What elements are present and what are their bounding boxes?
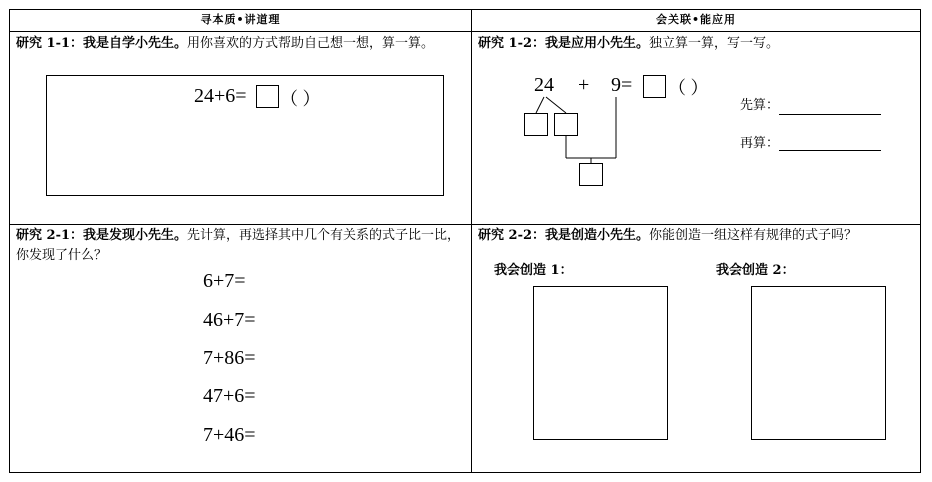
section-2-1-heading bbox=[16, 226, 470, 266]
create-1-label bbox=[494, 261, 573, 281]
header-right: 会关联•能应用 bbox=[655, 13, 737, 26]
create-2-label bbox=[716, 261, 795, 281]
create-2-label-text: 我会创造 2： bbox=[716, 263, 795, 278]
paren-1-2: （ ） bbox=[668, 78, 709, 98]
split-line-right bbox=[546, 97, 566, 113]
equation-row: 7+86= bbox=[203, 347, 256, 369]
first-step-blank[interactable] bbox=[779, 114, 881, 115]
section-2-2-text: 你能创造一组这样有规律的式子吗？ bbox=[649, 228, 858, 243]
split-line-left bbox=[536, 97, 544, 113]
section-2-2-title: 研究 2-2：我是创造小先生。 bbox=[478, 228, 650, 243]
create-box-2[interactable] bbox=[751, 286, 886, 440]
addend-9: 9= bbox=[611, 74, 633, 96]
equation-row: 47+6= bbox=[203, 385, 256, 407]
section-1-2-text: 独立算一算，写一写。 bbox=[649, 36, 780, 51]
section-2-1-title: 研究 2-1：我是发现小先生。 bbox=[16, 228, 188, 243]
sum-box[interactable] bbox=[579, 163, 603, 186]
paren-1-1: （ ） bbox=[280, 89, 321, 109]
addend-24: 24 bbox=[534, 74, 554, 96]
then-step-label: 再算： bbox=[740, 136, 780, 151]
header-left: 寻本质•讲道理 bbox=[200, 13, 281, 26]
split-box-right[interactable] bbox=[554, 113, 578, 136]
first-step-label: 先算： bbox=[740, 98, 780, 113]
section-1-1-text: 用你喜欢的方式帮助自己想一想，算一算。 bbox=[187, 36, 435, 51]
section-1-2-title: 研究 1-2：我是应用小先生。 bbox=[478, 36, 650, 51]
section-2-2-heading bbox=[478, 226, 918, 246]
then-step-blank[interactable] bbox=[779, 150, 881, 151]
section-1-1-title: 研究 1-1：我是自学小先生。 bbox=[16, 36, 188, 51]
split-box-left[interactable] bbox=[524, 113, 548, 136]
equation-row: 7+46= bbox=[203, 424, 256, 446]
create-1-label-text: 我会创造 1： bbox=[494, 263, 573, 278]
equation-row: 46+7= bbox=[203, 309, 256, 331]
equation-row: 6+7= bbox=[203, 270, 246, 292]
equation-1-1: 24+6= bbox=[194, 85, 247, 107]
section-2-1-text: 先计算，再选择其中几个有关系的式子比一比，你发现了什么？ bbox=[16, 228, 461, 263]
plus-sign: + bbox=[578, 74, 590, 96]
create-box-1[interactable] bbox=[533, 286, 668, 440]
